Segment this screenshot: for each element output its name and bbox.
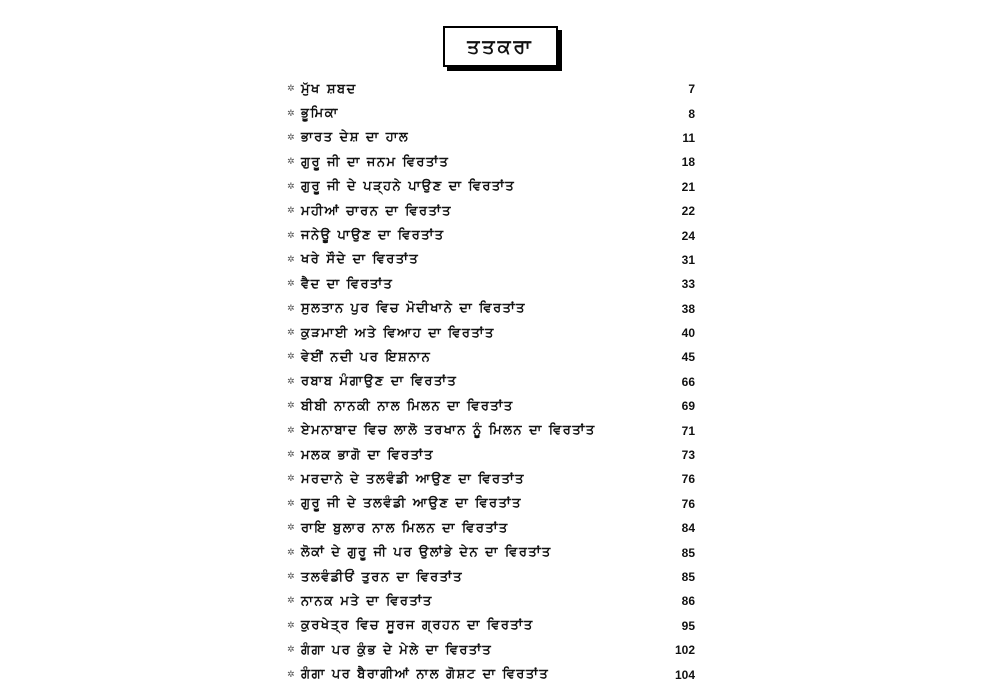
toc-entry-page: 69 bbox=[681, 399, 695, 414]
toc-entry-title: ਮੁੱਖ ਸ਼ਬਦ bbox=[301, 81, 357, 97]
toc-entry-page: 85 bbox=[681, 570, 695, 584]
toc-entry-page: 18 bbox=[681, 155, 695, 170]
toc-entry-title: ਕੁਰਖੇਤ੍ਰ ਵਿਚ ਸੂਰਜ ਗ੍ਰਹਨ ਦਾ ਵਿਰਤਾਂਤ bbox=[301, 618, 534, 634]
toc-entry-page: 31 bbox=[681, 252, 695, 267]
star-bullet-icon: ✲ bbox=[287, 181, 295, 192]
star-bullet-icon: ✲ bbox=[287, 132, 295, 143]
star-bullet-icon: ✲ bbox=[287, 279, 295, 290]
star-bullet-icon: ✲ bbox=[287, 523, 295, 534]
star-bullet-icon: ✲ bbox=[287, 108, 295, 119]
toc-entry bbox=[287, 492, 707, 516]
toc-entry bbox=[287, 467, 707, 491]
toc-entry-page: 76 bbox=[681, 496, 695, 511]
toc-entry-title: ਮਹੀਆਂ ਚਾਰਨ ਦਾ ਵਿਰਤਾਂਤ bbox=[301, 203, 452, 219]
toc-entry-title: ਭਾਰਤ ਦੇਸ਼ ਦਾ ਹਾਲ bbox=[301, 130, 410, 146]
toc-entry-page: 84 bbox=[681, 521, 695, 536]
toc-entry-title: ਨਾਨਕ ਮਤੇ ਦਾ ਵਿਰਤਾਂਤ bbox=[301, 593, 433, 609]
star-bullet-icon: ✲ bbox=[287, 547, 295, 558]
toc-entry-title: ਗੁਰੂ ਜੀ ਦਾ ਜਨਮ ਵਿਰਤਾਂਤ bbox=[301, 154, 450, 170]
toc-entry bbox=[287, 662, 707, 686]
toc-entry-title: ਏਮਨਾਬਾਦ ਵਿਚ ਲਾਲੋ ਤਰਖਾਨ ਨੂੰ ਮਿਲਨ ਦਾ ਵਿਰਤਾਂਤ bbox=[301, 423, 596, 439]
page-title bbox=[443, 26, 558, 67]
table-of-contents bbox=[287, 77, 707, 687]
toc-entry-title: ਵੇਈਂ ਨਦੀ ਪਰ ਇਸ਼ਨਾਨ bbox=[301, 349, 432, 365]
toc-entry-title: ਗੰਗਾ ਪਰ ਬੈਰਾਗੀਆਂ ਨਾਲ ਗੋਸ਼ਟ ਦਾ ਵਿਰਤਾਂਤ bbox=[301, 667, 550, 683]
toc-entry-page: 24 bbox=[681, 228, 695, 243]
toc-entry bbox=[287, 126, 707, 150]
toc-entry-page: 71 bbox=[681, 423, 695, 438]
star-bullet-icon: ✲ bbox=[287, 84, 295, 95]
toc-entry-title: ਬੀਬੀ ਨਾਨਕੀ ਨਾਲ ਮਿਲਨ ਦਾ ਵਿਰਤਾਂਤ bbox=[301, 398, 514, 414]
toc-entry-title: ਕੁੜਮਾਈ ਅਤੇ ਵਿਆਹ ਦਾ ਵਿਰਤਾਂਤ bbox=[301, 325, 495, 341]
toc-entry-title: ਤਲਵੰਡੀਓਂ ਤੁਰਨ ਦਾ ਵਿਰਤਾਂਤ bbox=[301, 569, 464, 585]
star-bullet-icon: ✲ bbox=[287, 303, 295, 314]
toc-entry-page: 66 bbox=[681, 374, 695, 389]
toc-entry-title: ਸੁਲਤਾਨ ਪੁਰ ਵਿਚ ਮੋਦੀਖਾਨੇ ਦਾ ਵਿਰਤਾਂਤ bbox=[301, 301, 526, 317]
toc-entry-title: ਜਨੇਊ ਪਾਉਣ ਦਾ ਵਿਰਤਾਂਤ bbox=[301, 228, 445, 244]
toc-entry bbox=[287, 614, 707, 638]
toc-entry-title: ਗੁਰੂ ਜੀ ਦੇ ਪੜ੍ਹਨੇ ਪਾਉਣ ਦਾ ਵਿਰਤਾਂਤ bbox=[301, 179, 516, 195]
toc-entry-page: 21 bbox=[681, 179, 695, 194]
toc-entry-title: ਭੂਮਿਕਾ bbox=[301, 106, 339, 122]
toc-entry bbox=[287, 394, 707, 418]
toc-entry bbox=[287, 223, 707, 247]
toc-entry bbox=[287, 638, 707, 662]
toc-entry-page: 7 bbox=[688, 82, 695, 97]
toc-entry-page: 11 bbox=[682, 130, 695, 145]
toc-entry-title: ਮਲਕ ਭਾਗੋ ਦਾ ਵਿਰਤਾਂਤ bbox=[301, 447, 435, 463]
toc-entry bbox=[287, 150, 707, 174]
toc-entry-title: ਰਾਇ ਬੁਲਾਰ ਨਾਲ ਮਿਲਨ ਦਾ ਵਿਰਤਾਂਤ bbox=[301, 520, 509, 536]
toc-entry-page: 95 bbox=[681, 618, 695, 633]
toc-entry-title: ਮਰਦਾਨੇ ਦੇ ਤਲਵੰਡੀ ਆਉਣ ਦਾ ਵਿਰਤਾਂਤ bbox=[301, 471, 525, 487]
toc-entry-title: ਲੋਕਾਂ ਦੇ ਗੁਰੂ ਜੀ ਪਰ ਉਲਾਂਭੇ ਦੇਨ ਦਾ ਵਿਰਤਾਂਤ bbox=[301, 545, 552, 561]
toc-entry-title: ਰਬਾਬ ਮੰਗਾਉਣ ਦਾ ਵਿਰਤਾਂਤ bbox=[301, 374, 458, 390]
star-bullet-icon: ✲ bbox=[287, 328, 295, 339]
toc-entry-title: ਗੁਰੂ ਜੀ ਦੇ ਤਲਵੰਡੀ ਆਉਣ ਦਾ ਵਿਰਤਾਂਤ bbox=[301, 496, 522, 512]
toc-entry bbox=[287, 297, 707, 321]
toc-entry-page: 45 bbox=[681, 350, 695, 365]
toc-entry bbox=[287, 443, 707, 467]
toc-entry bbox=[287, 345, 707, 369]
toc-entry-page: 22 bbox=[681, 204, 695, 219]
toc-entry-title: ਗੰਗਾ ਪਰ ਕੁੰਭ ਦੇ ਮੇਲੇ ਦਾ ਵਿਰਤਾਂਤ bbox=[301, 642, 493, 658]
star-bullet-icon: ✲ bbox=[287, 352, 295, 363]
toc-entry bbox=[287, 321, 707, 345]
star-bullet-icon: ✲ bbox=[287, 572, 295, 582]
page-title-text: ਤਤਕਰਾ bbox=[467, 35, 534, 58]
toc-entry-page: 85 bbox=[681, 545, 695, 560]
toc-entry bbox=[287, 516, 707, 540]
star-bullet-icon: ✲ bbox=[287, 206, 295, 217]
toc-entry-page: 102 bbox=[674, 643, 695, 658]
toc-entry bbox=[287, 418, 707, 442]
star-bullet-icon: ✲ bbox=[287, 401, 295, 412]
star-bullet-icon: ✲ bbox=[287, 230, 295, 241]
toc-entry-page: 40 bbox=[681, 326, 695, 341]
toc-entry-page: 86 bbox=[681, 594, 695, 609]
star-bullet-icon: ✲ bbox=[287, 425, 295, 436]
star-bullet-icon: ✲ bbox=[287, 254, 295, 265]
toc-entry-page: 104 bbox=[674, 667, 695, 682]
star-bullet-icon: ✲ bbox=[287, 669, 295, 680]
star-bullet-icon: ✲ bbox=[287, 376, 295, 387]
toc-entry bbox=[287, 272, 707, 296]
toc-entry-page: 33 bbox=[681, 277, 695, 292]
toc-entry bbox=[287, 370, 707, 394]
star-bullet-icon: ✲ bbox=[287, 498, 295, 509]
toc-entry bbox=[287, 565, 707, 589]
star-bullet-icon: ✲ bbox=[287, 620, 295, 631]
toc-entry-page: 8 bbox=[688, 106, 695, 121]
toc-entry bbox=[287, 101, 707, 125]
toc-entry bbox=[287, 77, 707, 101]
star-bullet-icon: ✲ bbox=[287, 450, 295, 461]
toc-entry-page: 73 bbox=[681, 448, 695, 463]
toc-entry bbox=[287, 248, 707, 272]
toc-entry bbox=[287, 589, 707, 613]
toc-entry-page: 76 bbox=[681, 472, 695, 487]
toc-entry bbox=[287, 175, 707, 199]
star-bullet-icon: ✲ bbox=[287, 596, 295, 607]
star-bullet-icon: ✲ bbox=[287, 645, 295, 656]
toc-entry-title: ਖਰੇ ਸੌਦੇ ਦਾ ਵਿਰਤਾਂਤ bbox=[301, 252, 420, 268]
toc-entry bbox=[287, 540, 707, 564]
star-bullet-icon: ✲ bbox=[287, 474, 295, 485]
toc-entry-page: 38 bbox=[681, 301, 695, 316]
star-bullet-icon: ✲ bbox=[287, 157, 295, 168]
toc-entry bbox=[287, 199, 707, 223]
toc-entry-title: ਵੈਦ ਦਾ ਵਿਰਤਾਂਤ bbox=[301, 276, 394, 292]
